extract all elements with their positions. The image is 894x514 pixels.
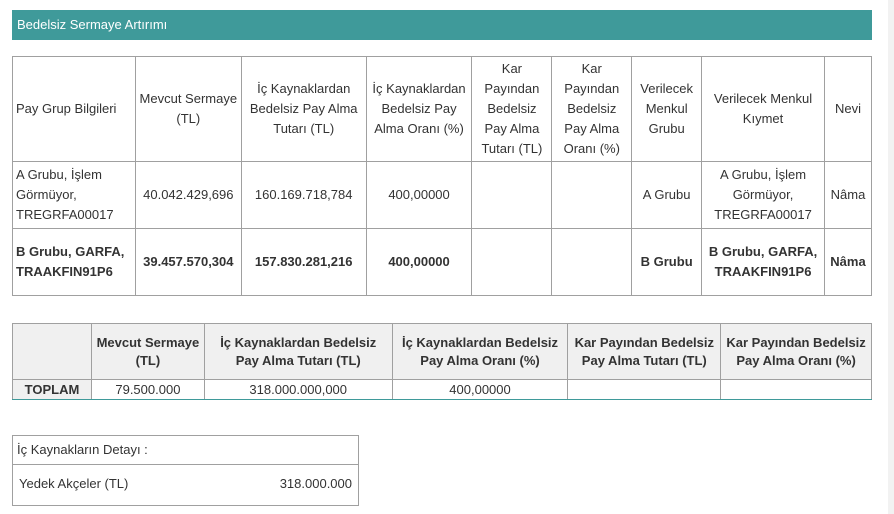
table-cell: 160.169.718,784 bbox=[241, 162, 366, 229]
table-cell: 400,00000 bbox=[392, 380, 568, 400]
table-cell bbox=[552, 162, 632, 229]
header-cell: Kar Payından Bedelsiz Pay Alma Tutarı (TL) bbox=[568, 324, 721, 380]
table-cell bbox=[472, 162, 552, 229]
table-cell: B Grubu, GARFA, TRAAKFIN91P6 bbox=[702, 229, 825, 296]
table-cell: 39.457.570,304 bbox=[135, 229, 241, 296]
table-header-row bbox=[13, 57, 872, 162]
total-table bbox=[12, 323, 872, 400]
header-cell: Verilecek Menkul Kıymet bbox=[702, 57, 825, 162]
table-cell: B Grubu bbox=[632, 229, 702, 296]
table-cell bbox=[568, 380, 721, 400]
header-cell: Kar Payından Bedelsiz Pay Alma Tutarı (TL) bbox=[472, 57, 552, 162]
scrollbar-track[interactable] bbox=[888, 0, 894, 514]
table-cell: 318.000.000,000 bbox=[204, 380, 392, 400]
header-cell: Mevcut Sermaye (TL) bbox=[135, 57, 241, 162]
table-row bbox=[13, 229, 872, 296]
header-cell: Verilecek Menkul Grubu bbox=[632, 57, 702, 162]
total-label: TOPLAM bbox=[13, 380, 92, 400]
total-header-row bbox=[13, 324, 872, 380]
header-cell: Kar Payından Bedelsiz Pay Alma Oranı (%) bbox=[721, 324, 872, 380]
table-cell: 400,00000 bbox=[366, 229, 472, 296]
header-cell: Mevcut Sermaye (TL) bbox=[91, 324, 204, 380]
table-cell: Nâma bbox=[824, 162, 871, 229]
table-cell bbox=[472, 229, 552, 296]
header-cell: Nevi bbox=[824, 57, 871, 162]
table-cell: B Grubu, GARFA, TRAAKFIN91P6 bbox=[13, 229, 136, 296]
table-cell: 40.042.429,696 bbox=[135, 162, 241, 229]
header-cell bbox=[13, 324, 92, 380]
table-cell: Nâma bbox=[824, 229, 871, 296]
table-cell: 400,00000 bbox=[366, 162, 472, 229]
table-cell: A Grubu, İşlem Görmüyor, TREGRFA00017 bbox=[13, 162, 136, 229]
table-cell bbox=[721, 380, 872, 400]
detail-label: Yedek Akçeler (TL) bbox=[19, 476, 129, 491]
section-title: Bedelsiz Sermaye Artırımı bbox=[12, 10, 872, 40]
header-cell: Kar Payından Bedelsiz Pay Alma Oranı (%) bbox=[552, 57, 632, 162]
detail-box bbox=[12, 435, 359, 506]
header-cell: İç Kaynaklardan Bedelsiz Pay Alma Tutarı (TL) bbox=[241, 57, 366, 162]
detail-title: İç Kaynakların Detayı : bbox=[13, 436, 358, 465]
header-cell: İç Kaynaklardan Bedelsiz Pay Alma Tutarı (TL) bbox=[204, 324, 392, 380]
header-cell: İç Kaynaklardan Bedelsiz Pay Alma Oranı (%) bbox=[392, 324, 568, 380]
header-cell: İç Kaynaklardan Bedelsiz Pay Alma Oranı (%) bbox=[366, 57, 472, 162]
table-cell: A Grubu, İşlem Görmüyor, TREGRFA00017 bbox=[702, 162, 825, 229]
detail-value: 318.000.000 bbox=[279, 476, 352, 491]
table-cell bbox=[552, 229, 632, 296]
pay-grup-table bbox=[12, 56, 872, 296]
table-cell: 157.830.281,216 bbox=[241, 229, 366, 296]
detail-row bbox=[13, 465, 358, 505]
total-row bbox=[13, 380, 872, 400]
table-cell: 79.500.000 bbox=[91, 380, 204, 400]
table-row bbox=[13, 162, 872, 229]
table-cell: A Grubu bbox=[632, 162, 702, 229]
header-cell: Pay Grup Bilgileri bbox=[13, 57, 136, 162]
